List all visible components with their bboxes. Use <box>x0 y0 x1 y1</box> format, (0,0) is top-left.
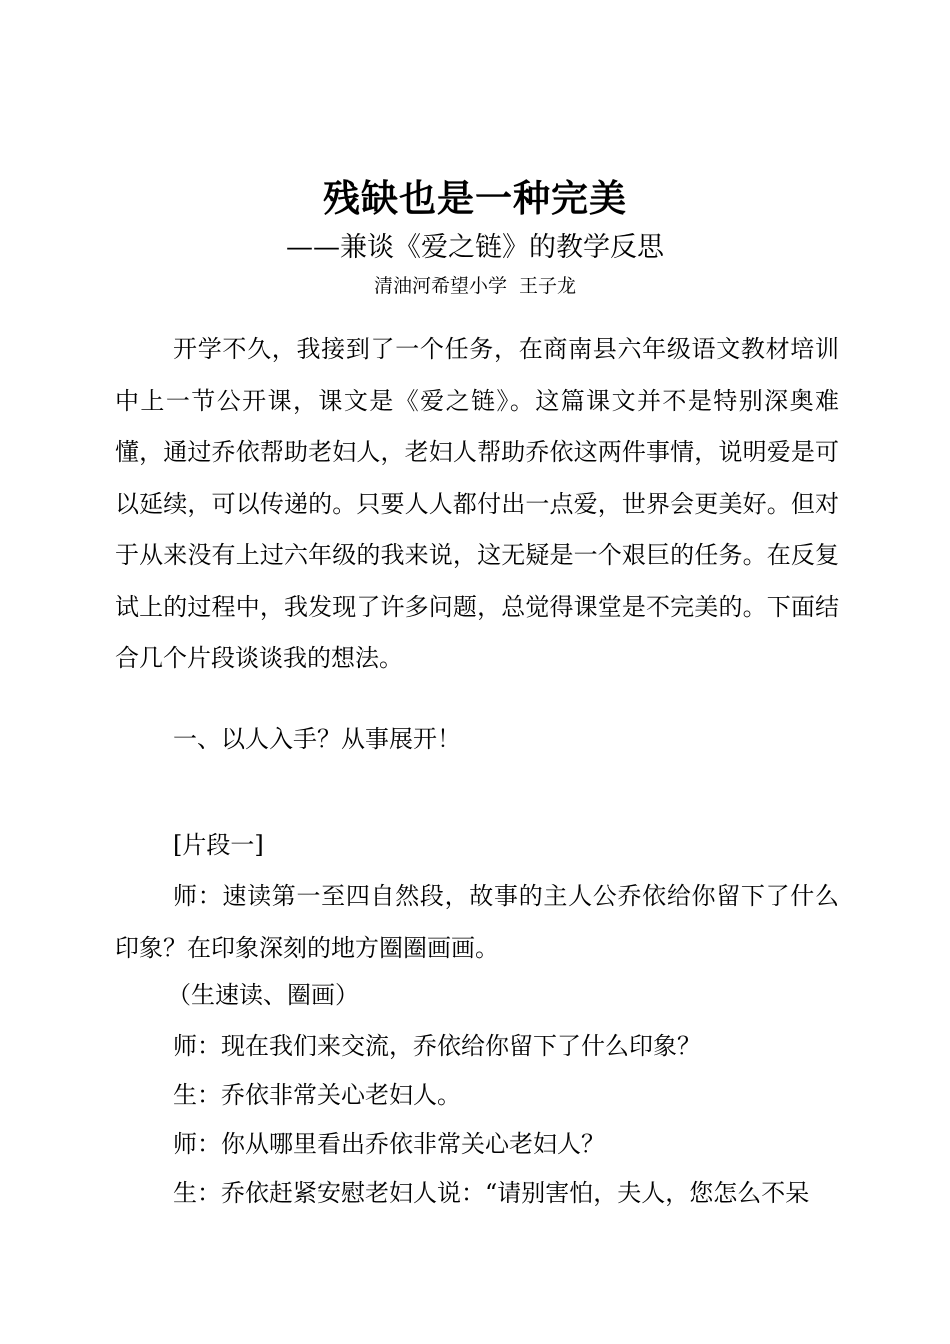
dialogue-line: 生：乔依非常关心老妇人。 <box>173 1081 461 1109</box>
section-heading: 一、以人入手？从事展开！ <box>173 725 461 753</box>
dialogue-line: 师：速读第一至四自然段，故事的主人公乔依给你留下了什么印象？在印象深刻的地方圈圈画画。 <box>115 882 839 962</box>
intro-paragraph: 开学不久，我接到了一个任务，在商南县六年级语文教材培训中上一节公开课，课文是《爱之链》。这篇课文并不是特别深奥难懂，通过乔依帮助老妇人，老妇人帮助乔依这两件事情，说明爱是可以延续，可以传递的。只要人人都付出一点爱，世界会更美好。但对于从来没有上过六年级的我来说，这无疑是一个艰巨的任务。在反复试上的过程中，我发现了许多问题，总觉得课堂是不完美的。下面结合几个片段谈谈我的想法。 <box>115 335 839 672</box>
segment-label: [片段一] <box>173 831 264 859</box>
dialogue-line: 师：现在我们来交流，乔依给你留下了什么印象？ <box>173 1032 701 1060</box>
dialogue-line: （生速读、圈画） <box>167 981 359 1009</box>
document-title: 残缺也是一种完美 <box>323 177 627 220</box>
author-line <box>0 272 950 300</box>
dialogue-line: 生：乔依赶紧安慰老妇人说：“请别害怕，夫人，您怎么不呆 <box>173 1179 810 1207</box>
author-name: 王子龙 <box>519 275 577 297</box>
document-subtitle: ——兼谈《爱之链》的教学反思 <box>286 232 664 263</box>
dialogue-line: 师：你从哪里看出乔依非常关心老妇人？ <box>173 1130 605 1158</box>
author-school: 清油河希望小学 <box>373 275 507 297</box>
